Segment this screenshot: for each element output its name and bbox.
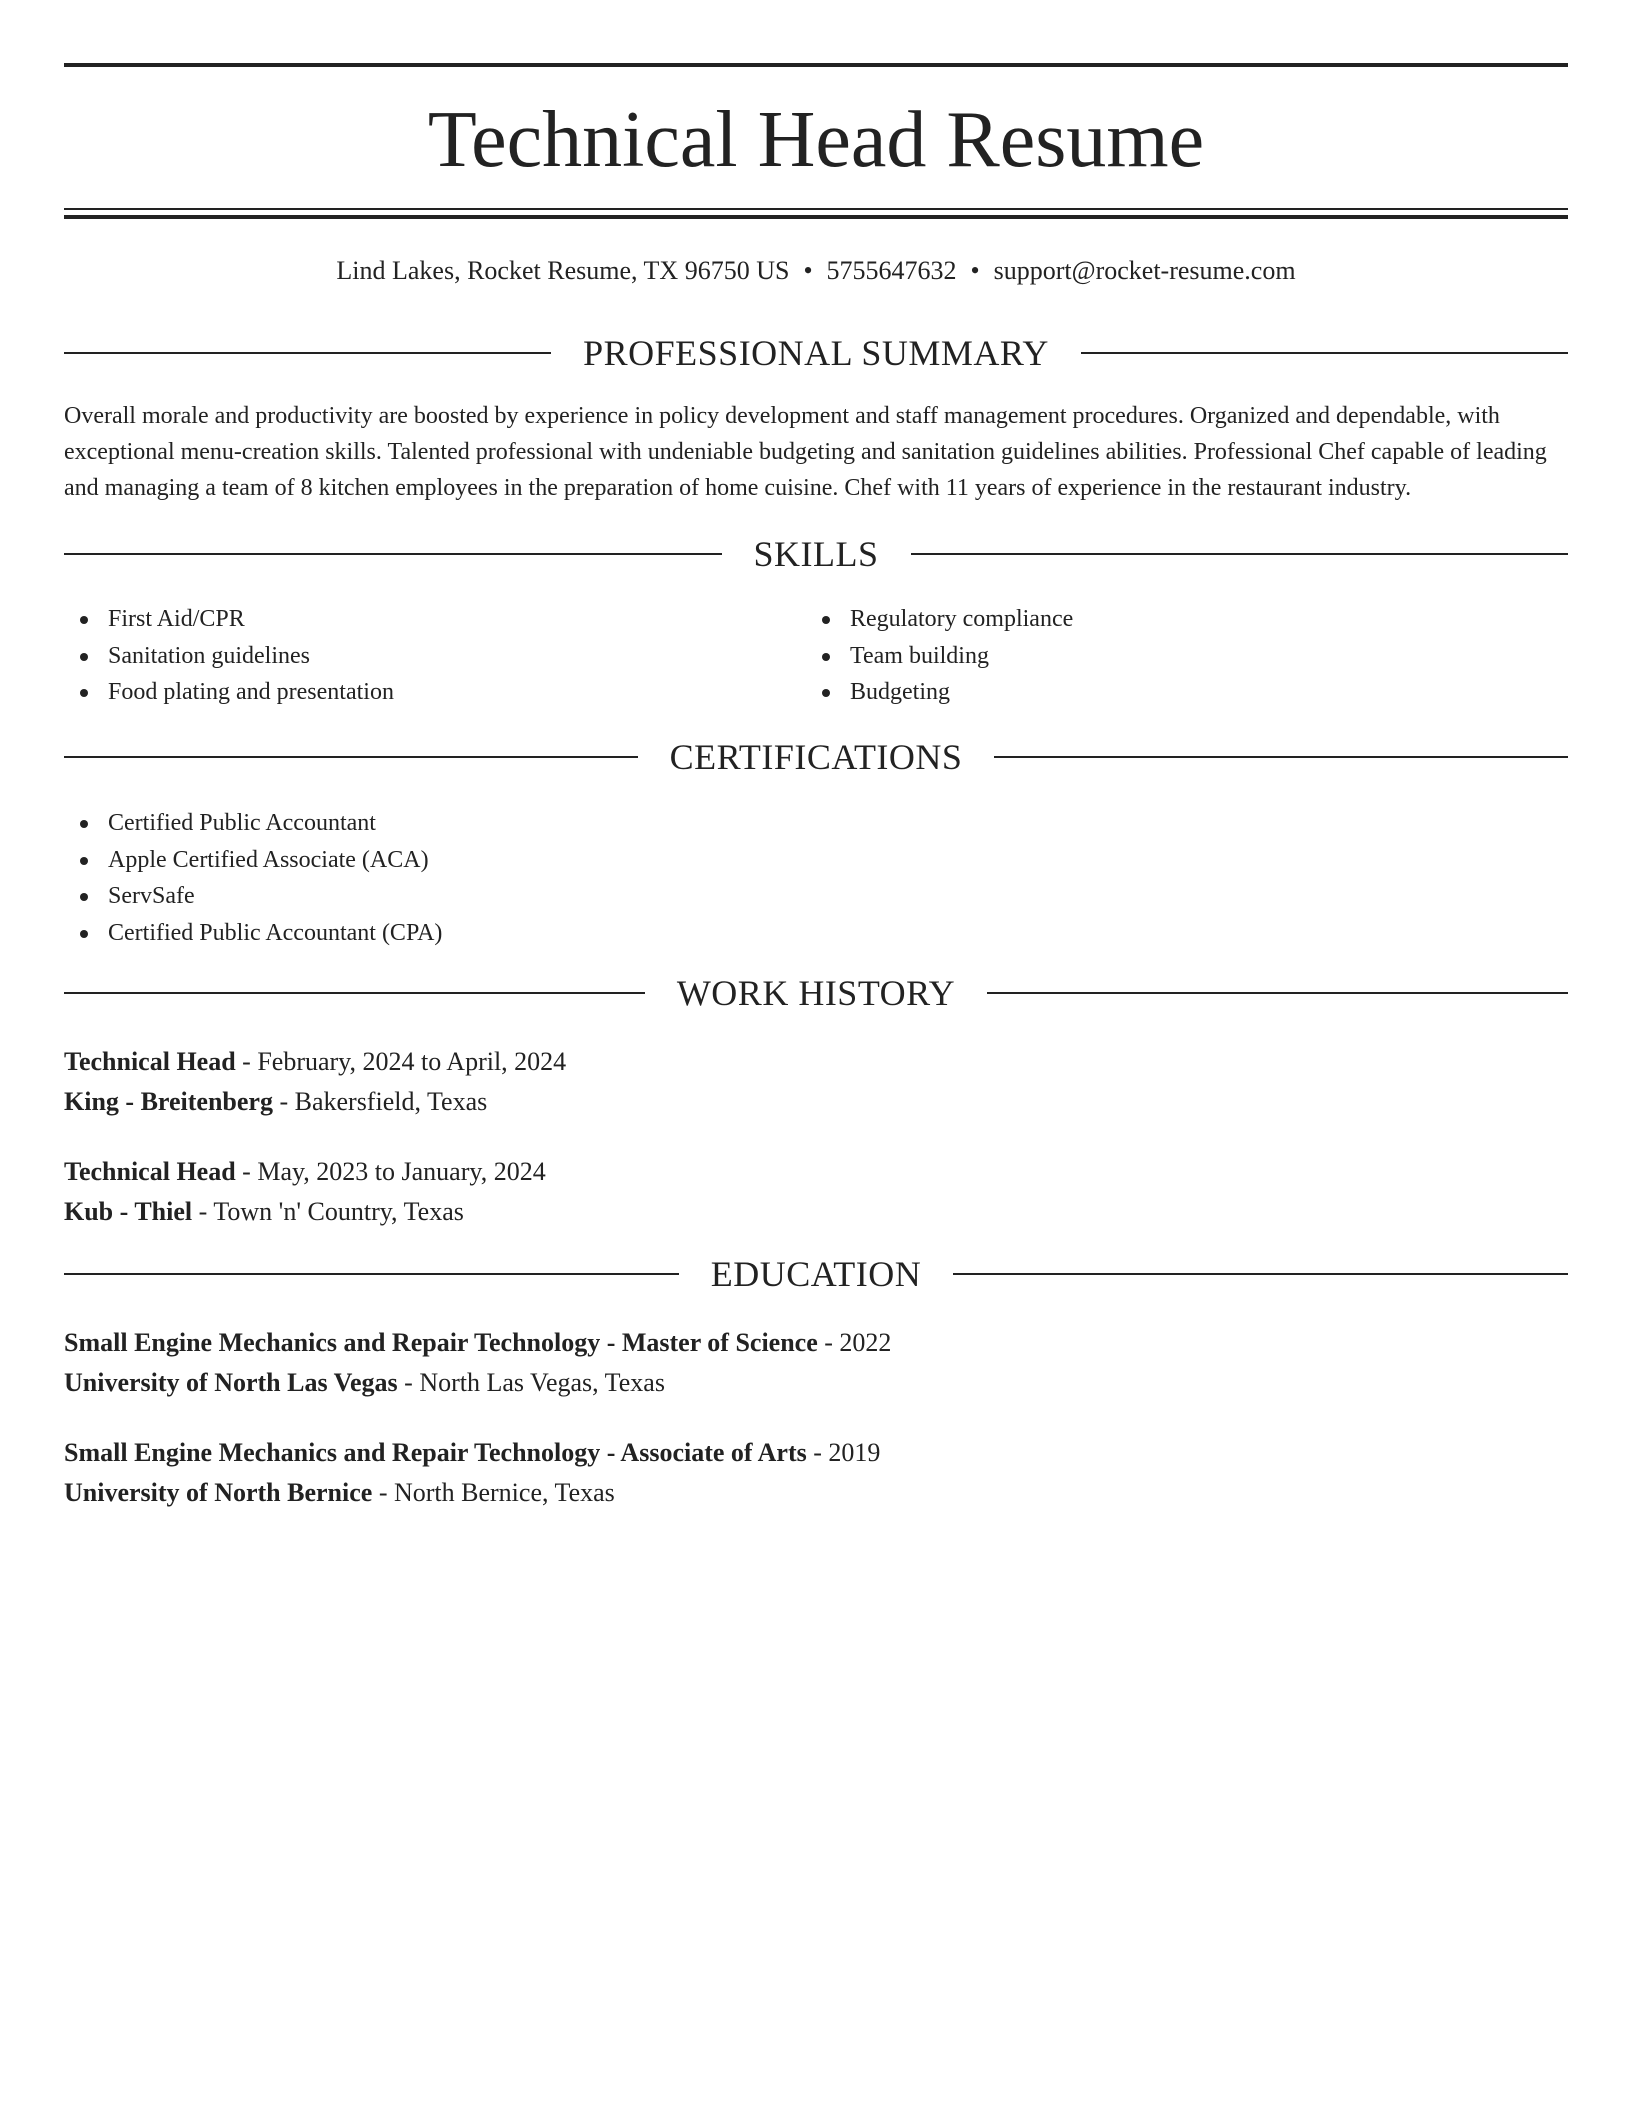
education-degree: Small Engine Mechanics and Repair Technology - Associate of Arts <box>64 1438 807 1467</box>
work-role: Technical Head <box>64 1047 236 1076</box>
contact-phone: 5755647632 <box>826 256 957 285</box>
contact-separator: • <box>970 256 980 285</box>
work-dates: - February, 2024 to April, 2024 <box>235 1047 567 1076</box>
skill-item: Regulatory compliance <box>806 601 1506 638</box>
education-location: - North Las Vegas, Texas <box>397 1368 665 1397</box>
contact-line <box>64 254 1568 288</box>
certification-item: ServSafe <box>64 878 1064 915</box>
page-title: Technical Head Resume <box>427 96 1205 184</box>
work-company-line <box>64 1192 1568 1232</box>
section-title-certifications: CERTIFICATIONS <box>669 737 963 777</box>
certification-item: Apple Certified Associate (ACA) <box>64 842 1064 879</box>
section-header-certifications <box>64 735 1568 779</box>
section-rule <box>994 756 1568 758</box>
certification-item: Certified Public Accountant (CPA) <box>64 915 1064 952</box>
title-double-rule <box>64 208 1568 219</box>
section-rule <box>64 756 638 758</box>
section-title-summary: PROFESSIONAL SUMMARY <box>583 333 1049 373</box>
skill-item: Sanitation guidelines <box>64 638 764 675</box>
skill-item: Team building <box>806 638 1506 675</box>
work-entry <box>64 1152 1568 1232</box>
work-entry <box>64 1042 1568 1122</box>
education-degree: Small Engine Mechanics and Repair Technology - Master of Science <box>64 1328 818 1357</box>
section-title-skills: SKILLS <box>753 534 879 574</box>
skills-list-left <box>64 601 764 711</box>
section-rule <box>64 553 722 555</box>
education-year: - 2019 <box>806 1438 881 1467</box>
work-company: King - Breitenberg <box>64 1087 273 1116</box>
education-degree-line <box>64 1323 1568 1363</box>
top-rule <box>64 63 1568 67</box>
section-rule <box>64 992 645 994</box>
contact-email: support@rocket-resume.com <box>993 256 1296 285</box>
work-role: Technical Head <box>64 1157 236 1186</box>
education-school-line <box>64 1473 1568 1513</box>
work-role-line <box>64 1042 1568 1082</box>
skill-item: Budgeting <box>806 674 1506 711</box>
education-school-line <box>64 1363 1568 1403</box>
work-location: - Town 'n' Country, Texas <box>192 1197 464 1226</box>
contact-separator: • <box>803 256 813 285</box>
section-rule <box>64 1273 679 1275</box>
section-header-skills <box>64 532 1568 576</box>
education-entry <box>64 1433 1568 1513</box>
section-rule <box>1081 352 1568 354</box>
summary-text: Overall morale and productivity are boosted by experience in policy development and staff management procedures. Organized and dependable, with exceptional menu-creation skills. Talented professional with undeniable budgeting and sanitation guidelines abilities. Professional Chef capable of leading and managing a team of 8 kitchen employees in the preparation of home cuisine. Chef with 11 years of experience in the restaurant industry. <box>64 403 1547 501</box>
section-rule <box>911 553 1569 555</box>
work-company: Kub - Thiel <box>64 1197 193 1226</box>
education-entry <box>64 1323 1568 1403</box>
contact-address: Lind Lakes, Rocket Resume, TX 96750 US <box>336 256 790 285</box>
work-dates: - May, 2023 to January, 2024 <box>235 1157 546 1186</box>
skill-item: Food plating and presentation <box>64 674 764 711</box>
education-school: University of North Bernice <box>64 1478 373 1507</box>
section-rule <box>987 992 1568 994</box>
skills-list-right <box>806 601 1506 711</box>
education-year: - 2022 <box>817 1328 892 1357</box>
section-header-work <box>64 971 1568 1015</box>
certification-item: Certified Public Accountant <box>64 805 1064 842</box>
work-location: - Bakersfield, Texas <box>272 1087 488 1116</box>
section-header-summary <box>64 331 1568 375</box>
work-company-line <box>64 1082 1568 1122</box>
section-rule <box>64 352 551 354</box>
education-school: University of North Las Vegas <box>64 1368 398 1397</box>
certifications-list <box>64 805 1064 951</box>
section-title-work: WORK HISTORY <box>676 973 956 1013</box>
work-role-line <box>64 1152 1568 1192</box>
section-header-education <box>64 1252 1568 1296</box>
education-degree-line <box>64 1433 1568 1473</box>
skill-item: First Aid/CPR <box>64 601 764 638</box>
education-location: - North Bernice, Texas <box>372 1478 615 1507</box>
section-title-education: EDUCATION <box>710 1254 922 1294</box>
section-rule <box>953 1273 1568 1275</box>
